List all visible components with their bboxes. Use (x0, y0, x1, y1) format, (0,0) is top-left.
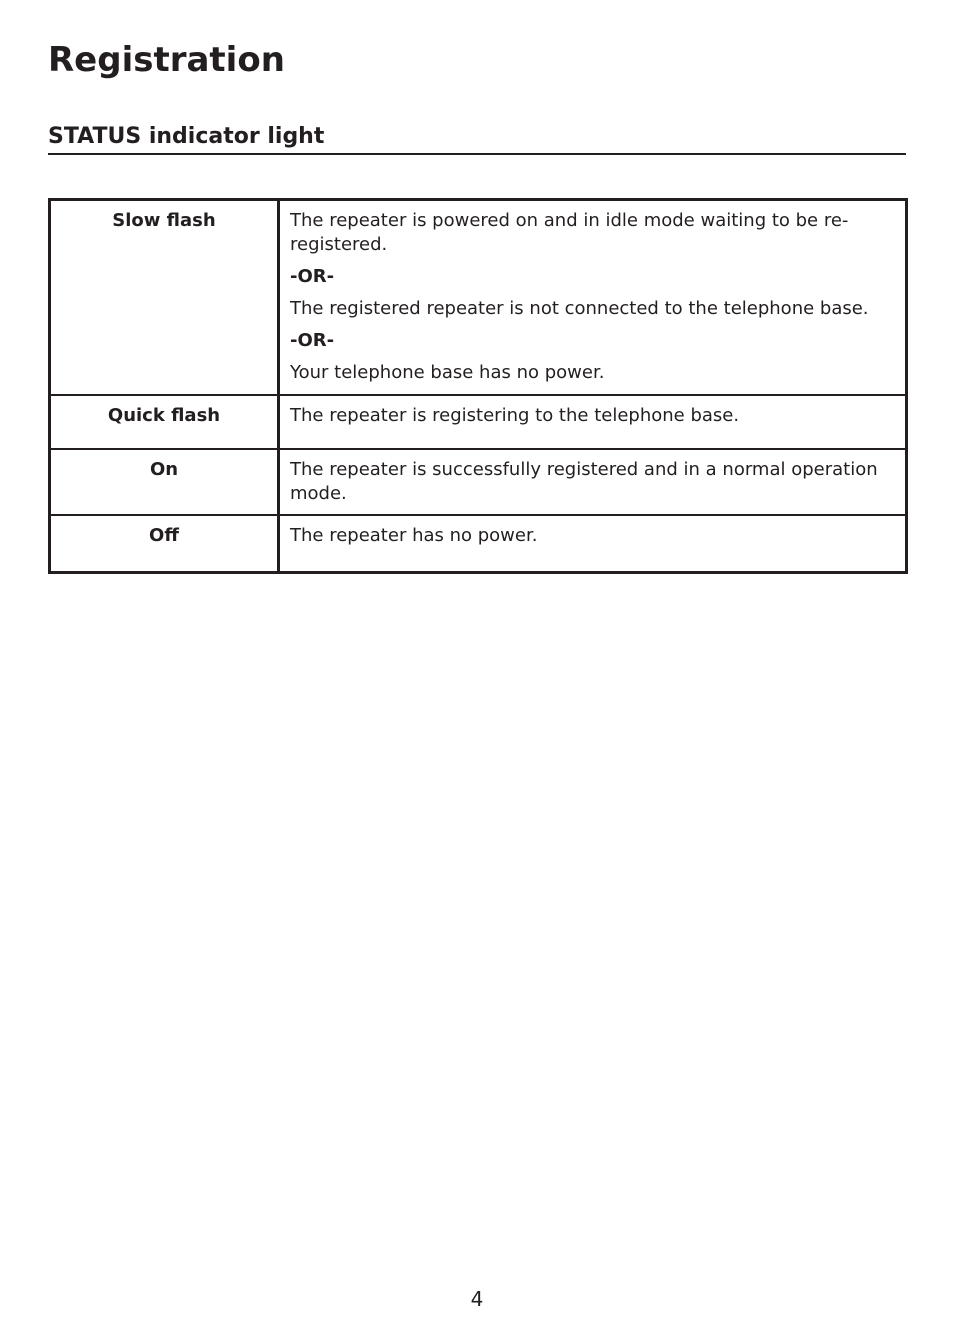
page-title: Registration (48, 40, 285, 80)
description-line: The repeater is successfully registered and in a normal operation mode. (290, 459, 878, 504)
description-line: Your telephone base has no power. (290, 362, 605, 383)
section-heading: STATUS indicator light (48, 124, 906, 155)
or-separator: -OR- (290, 266, 335, 287)
state-description (279, 515, 907, 573)
page-number: 4 (470, 1287, 484, 1311)
description-line: The repeater is registering to the telephone base. (290, 405, 740, 426)
state-label: Quick flash (50, 395, 279, 449)
table-row (50, 515, 907, 573)
table-row (50, 200, 907, 396)
description-line: The repeater is powered on and in idle mode waiting to be re-registered. (290, 210, 849, 255)
state-label: On (50, 449, 279, 515)
state-description (279, 395, 907, 449)
description-line: The registered repeater is not connected to the telephone base. (290, 298, 869, 319)
state-label: Slow flash (50, 200, 279, 396)
or-separator: -OR- (290, 330, 335, 351)
state-description (279, 449, 907, 515)
state-label: Off (50, 515, 279, 573)
table-row (50, 449, 907, 515)
status-indicator-table (48, 198, 908, 574)
description-line: The repeater has no power. (290, 525, 538, 546)
table-row (50, 395, 907, 449)
state-description (279, 200, 907, 396)
